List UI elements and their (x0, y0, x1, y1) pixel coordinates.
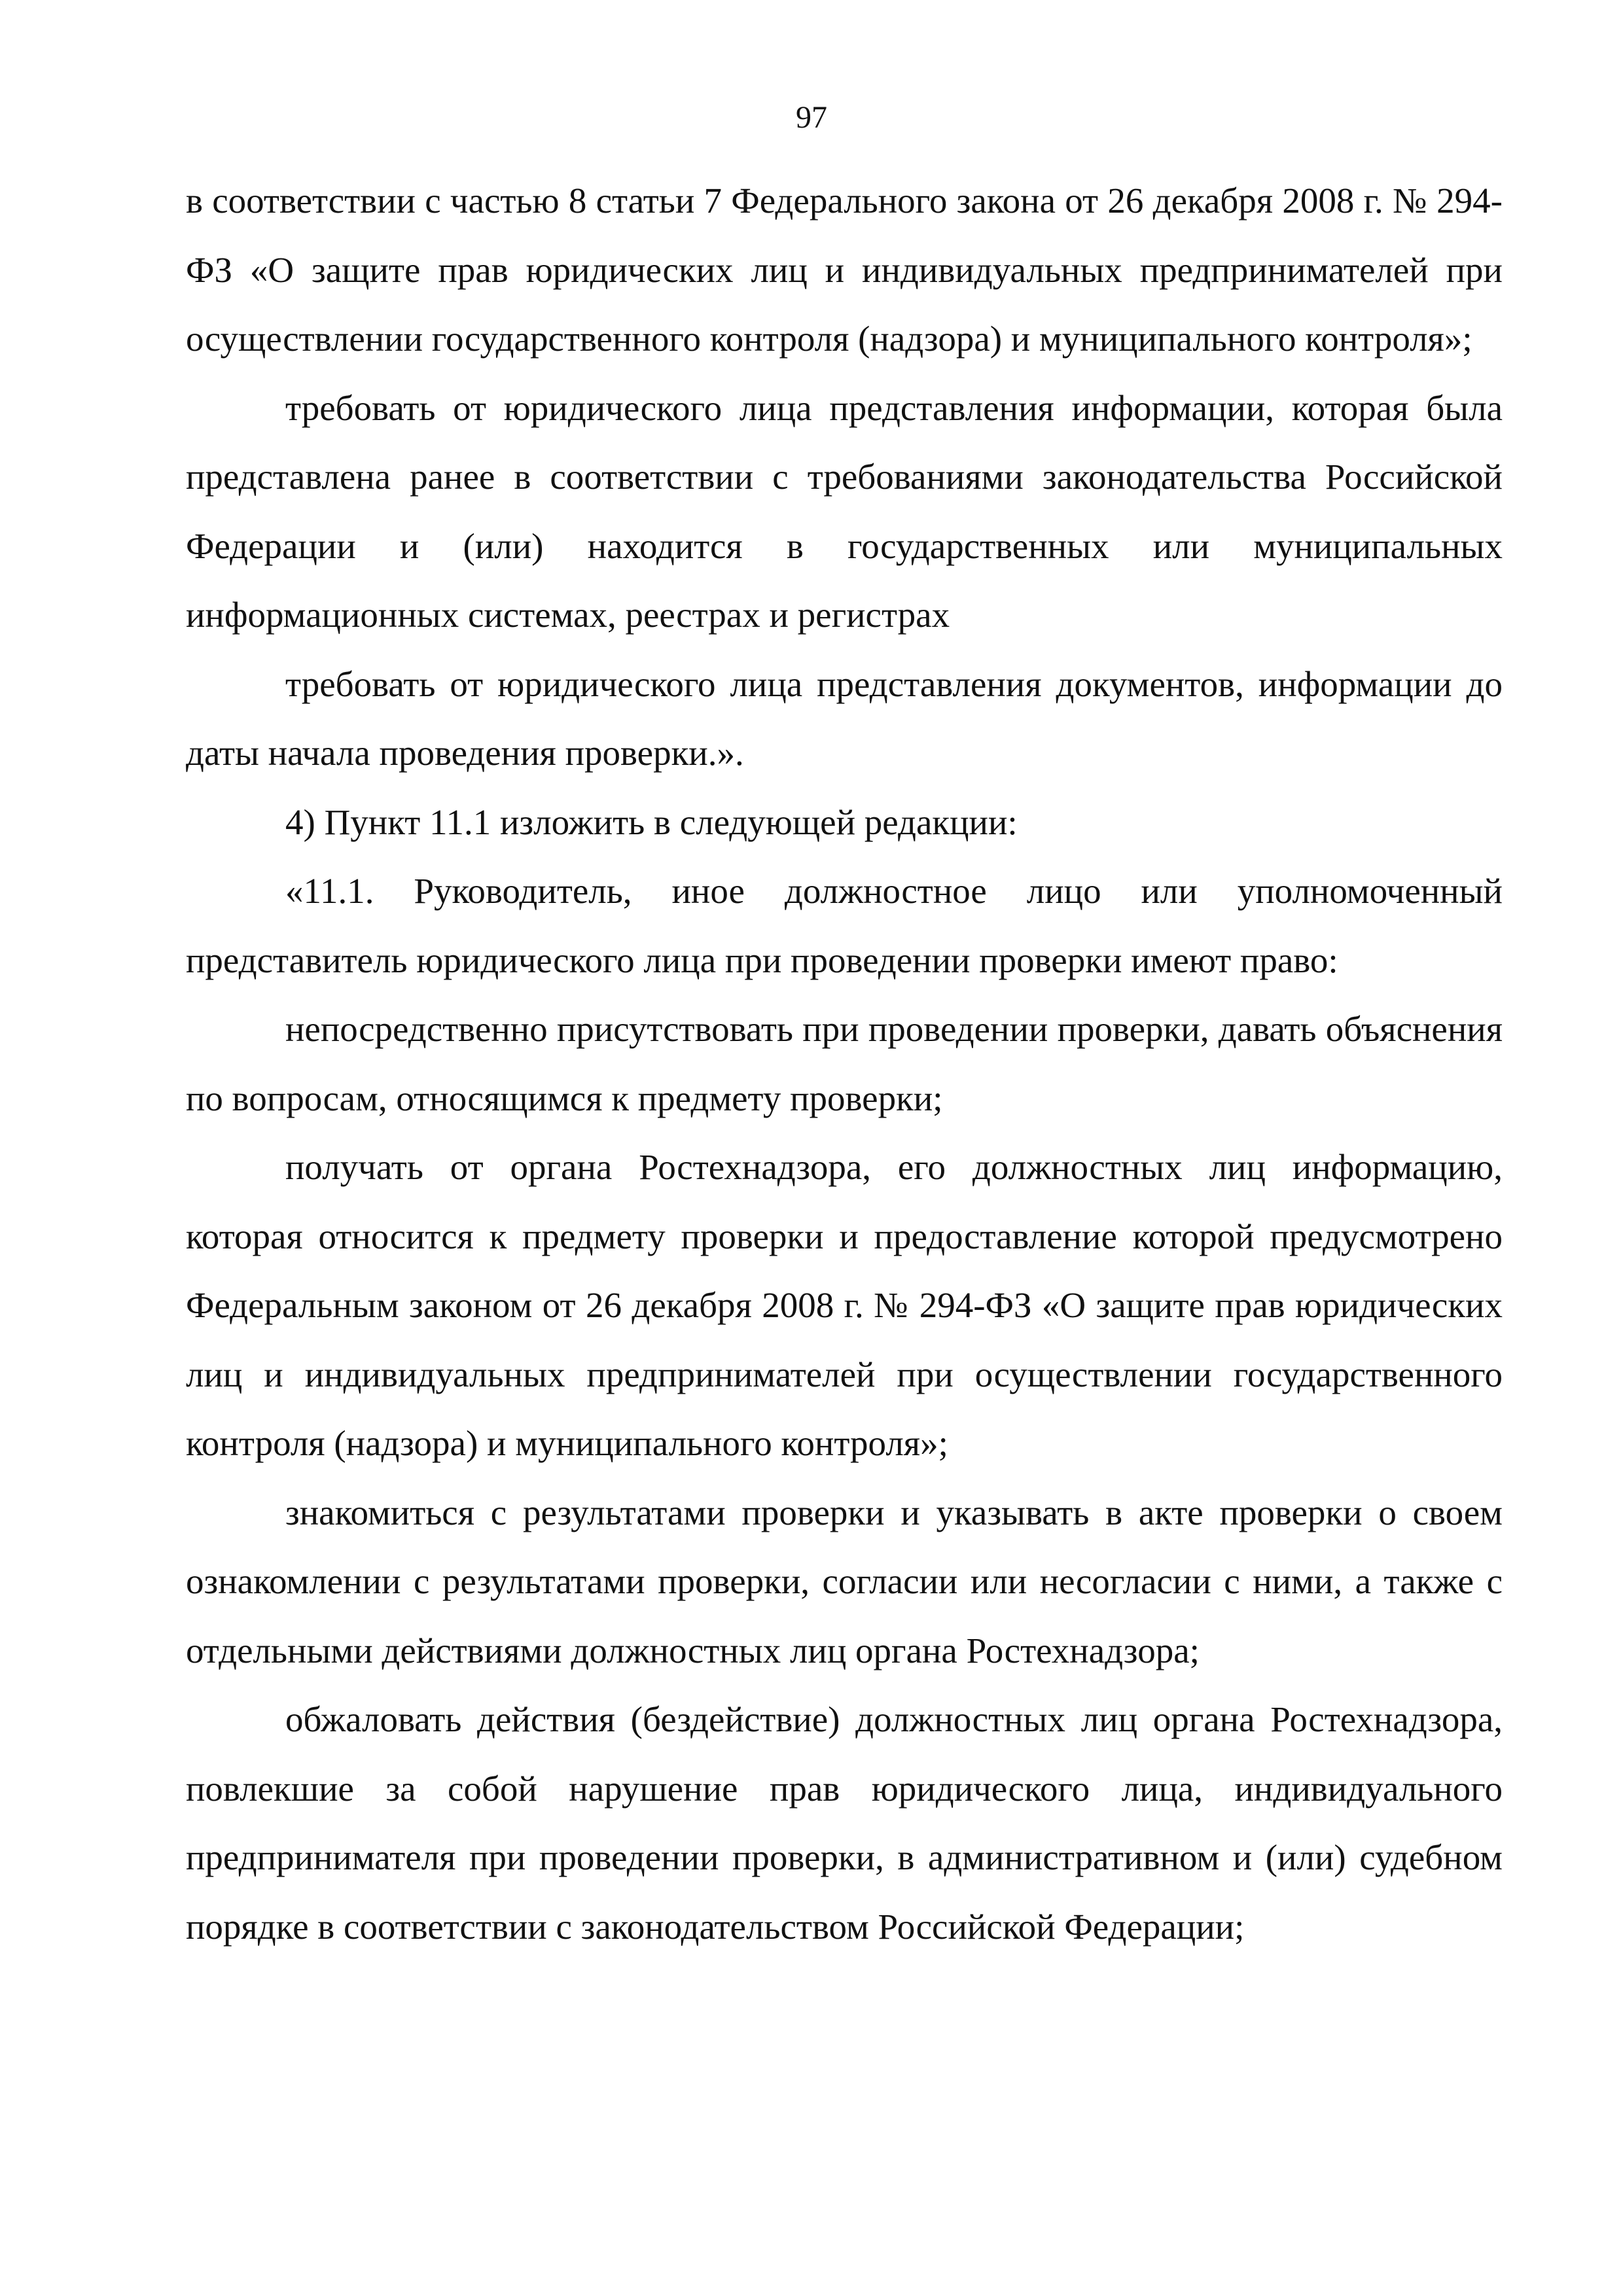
paragraph-3: требовать от юридического лица представления документов, информации до даты начала проведения проверки.». (186, 663, 1503, 773)
paragraph-6: непосредственно присутствовать при проведении проверки, давать объяснения по вопросам, относящимся к предмету проверки; (186, 1009, 1503, 1118)
page-number: 97 (796, 100, 827, 135)
paragraph-1: в соответствии с частью 8 статьи 7 Федерального закона от 26 декабря 2008 г. № 294-ФЗ «О защите прав юридических лиц и индивидуальных предпринимателей при осуществлении государственного контроля (надзора) и муниципального контроля»; (186, 181, 1503, 359)
paragraph-2: требовать от юридического лица представления информации, которая была представлена ранее в соответствии с требованиями законодательства Российской Федерации и (или) находится в государственных или муниципальных информационных системах, реестрах и регистрах (186, 387, 1503, 635)
paragraph-8: знакомиться с результатами проверки и указывать в акте проверки о своем ознакомлении с результатами проверки, согласии или несогласии с ними, а также с отдельными действиями должностных лиц органа Ростехнадзора; (186, 1492, 1503, 1670)
paragraph-5: «11.1. Руководитель, иное должностное лицо или уполномоченный представитель юридического лица при проведении проверки имеют право: (186, 871, 1503, 980)
paragraph-9: обжаловать действия (бездействие) должностных лиц органа Ростехнадзора, повлекшие за собой нарушение прав юридического лица, индивидуального предпринимателя при проведении проверки, в административном и (или) судебном порядке в соответствии с законодательством Российской Федерации; (186, 1699, 1503, 1947)
document-body (186, 166, 1503, 1961)
paragraph-4: 4) Пункт 11.1 изложить в следующей редакции: (285, 802, 1018, 842)
paragraph-7: получать от органа Ростехнадзора, его должностных лиц информацию, которая относится к предмету проверки и предоставление которой предусмотрено Федеральным законом от 26 декабря 2008 г. № 294-ФЗ «О защите прав юридических лиц и индивидуальных предпринимателей при осуществлении государственного контроля (надзора) и муниципального контроля»; (186, 1147, 1503, 1463)
